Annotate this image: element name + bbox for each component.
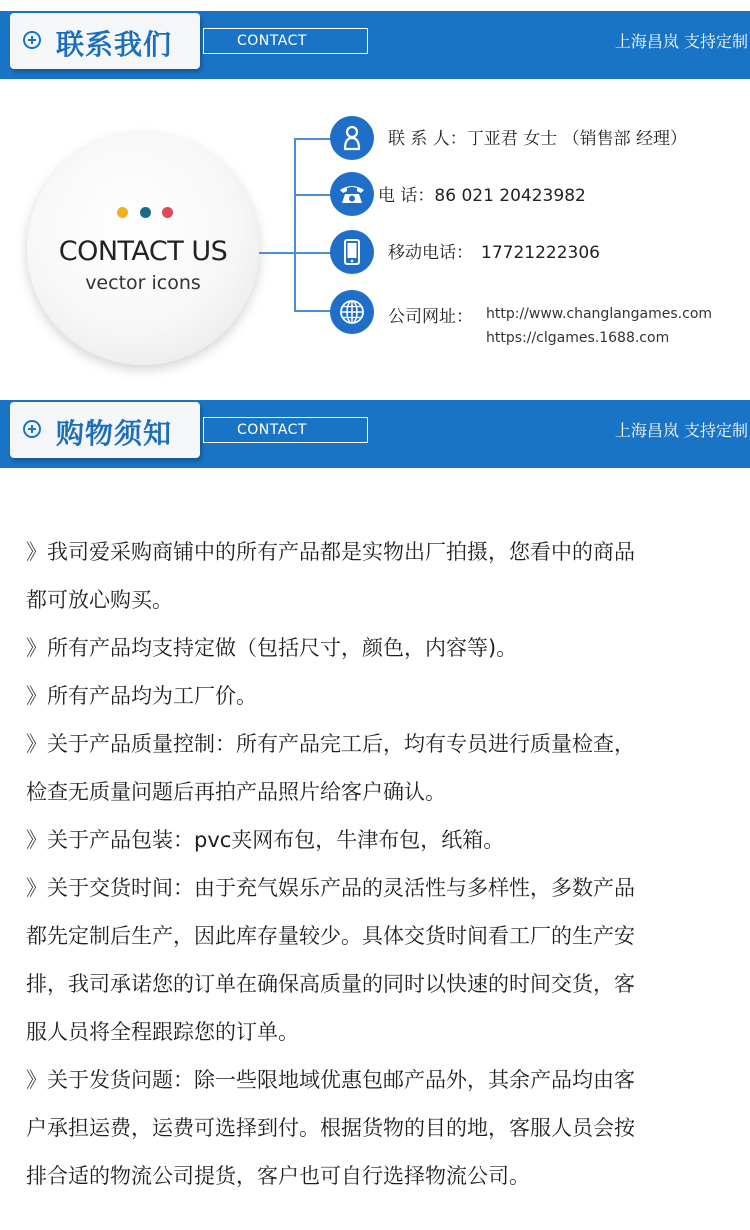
mobile-icon: [330, 230, 374, 274]
website-url-1[interactable]: http://www.changlangames.com: [486, 306, 713, 322]
notice-line: 》所有产品均为工厂价。: [26, 684, 257, 708]
phone-icon: [330, 172, 374, 216]
notice-line: 》关于发货问题：除一些限地域优惠包邮产品外，其余产品均由客: [26, 1068, 635, 1092]
color-dot-red: [162, 207, 173, 218]
website-url-2[interactable]: https://clgames.1688.com: [486, 330, 670, 346]
contact-person-label: 联 系 人：: [388, 129, 467, 149]
notice-line: 》关于产品质量控制：所有产品完工后，均有专员进行质量检查，: [26, 732, 635, 756]
contact-phone: [378, 181, 586, 206]
brand-slogan: 上海昌岚 支持定制: [614, 32, 748, 51]
connector-branch-3: [294, 252, 330, 254]
contact-section-banner: [0, 11, 750, 79]
notice-line: 》关于产品包装：pvc夹网布包，牛津布包，纸箱。: [26, 828, 505, 852]
notice-line: 户承担运费，运费可选择到付。根据货物的目的地，客服人员会按: [26, 1116, 635, 1140]
notice-line: 排，我司承诺您的订单在确保高质量的同时以快速的时间交货，客: [26, 972, 635, 996]
plus-circle-icon: [23, 420, 41, 438]
shopping-notice-banner: [0, 400, 750, 468]
contact-person: [388, 124, 687, 149]
notice-line: 都可放心购买。: [26, 588, 173, 612]
plus-circle-icon: [23, 31, 41, 49]
section-title: 联系我们: [56, 28, 173, 61]
connector-branch-1: [294, 138, 330, 140]
connector-branch-2: [294, 194, 330, 196]
notice-line: 都先定制后生产，因此库存量较少。具体交货时间看工厂的生产安: [26, 924, 635, 948]
notice-line: 检查无质量问题后再拍产品照片给客户确认。: [26, 780, 446, 804]
brand-slogan: 上海昌岚 支持定制: [614, 421, 748, 440]
connector-branch-4: [294, 310, 330, 312]
contact-us-title: CONTACT US: [58, 236, 228, 267]
color-dot-teal: [140, 207, 151, 218]
color-dot-yellow: [117, 207, 128, 218]
contact-website-label: 公司网址：: [388, 307, 473, 327]
notice-line: 服人员将全程跟踪您的订单。: [26, 1020, 299, 1044]
section-title-tab: [10, 13, 200, 69]
globe-icon: [330, 290, 374, 334]
notice-line: 》关于交货时间：由于充气娱乐产品的灵活性与多样性，多数产品: [26, 876, 635, 900]
section-title: 购物须知: [56, 417, 173, 450]
contact-us-subtitle: vector icons: [85, 272, 201, 294]
contact-label-box: CONTACT: [203, 28, 368, 54]
person-icon: [330, 116, 374, 160]
contact-mobile-label: 移动电话：: [388, 243, 473, 263]
contact-mobile-value: 17721222306: [481, 243, 600, 263]
contact-label-box: CONTACT: [203, 417, 368, 443]
connector-vertical: [294, 138, 296, 311]
section-title-tab: [10, 402, 200, 458]
contact-person-value: 丁亚君 女士 （销售部 经理）: [466, 129, 688, 149]
notice-line: 排合适的物流公司提货，客户也可自行选择物流公司。: [26, 1164, 530, 1188]
contact-phone-value: 86 021 20423982: [434, 186, 586, 206]
connector-horizontal: [259, 252, 295, 254]
contact-phone-label: 电 话：: [378, 186, 435, 206]
notice-line: 》所有产品均支持定做（包括尺寸，颜色，内容等)。: [26, 636, 518, 660]
notice-line: 》我司爱采购商铺中的所有产品都是实物出厂拍摄，您看中的商品: [26, 540, 635, 564]
contact-mobile: [388, 238, 600, 263]
